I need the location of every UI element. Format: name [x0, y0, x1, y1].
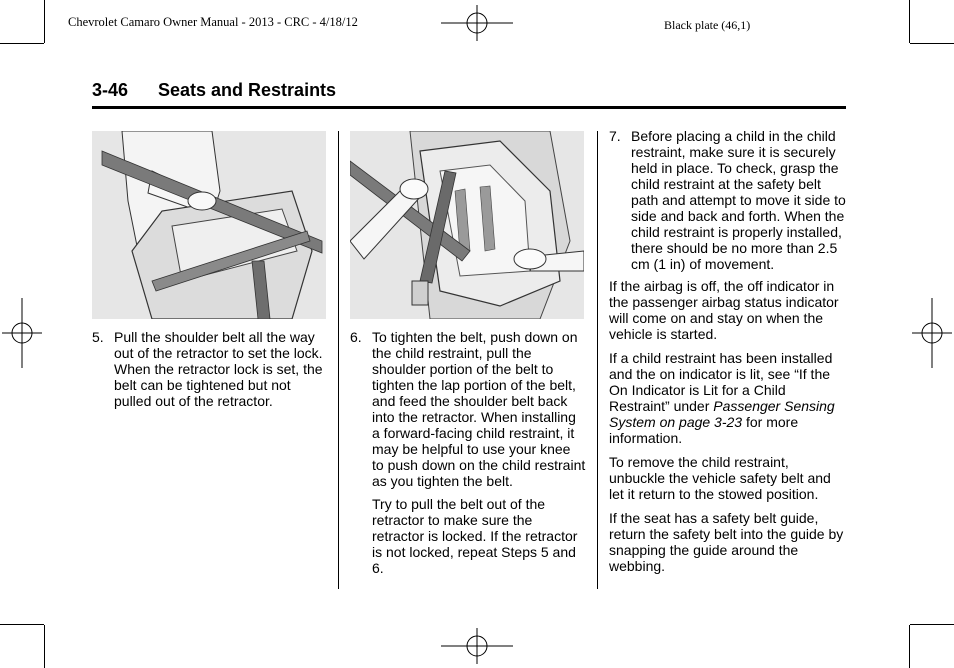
- crop-mark-bl-h: [0, 624, 44, 625]
- crop-mark-tr-h: [910, 43, 954, 44]
- figure-tighten-belt: [350, 131, 584, 319]
- paragraph-belt-guide: If the seat has a safety belt guide, return the safety belt into the guide by snapping the guide around the webbing.: [609, 510, 844, 574]
- crop-mark-tl-h: [0, 43, 44, 44]
- page-header: [92, 80, 846, 109]
- registration-mark-right-icon: [912, 298, 952, 368]
- child-seat-shoulder-belt-illustration-icon: [92, 131, 326, 319]
- crop-mark-bl-v: [44, 625, 45, 668]
- column-1: [92, 329, 328, 418]
- crop-mark-br-h: [910, 624, 954, 625]
- step-7: [609, 128, 847, 272]
- step-6-text: To tighten the belt, push down on the child restraint, pull the shoulder portion of the belt to tighten the lap portion of the belt, and feed the shoulder belt back into the retractor. When installing a forward-facing child restraint, it may be helpful to use your knee to push down on the child restraint as you tighten the belt.: [372, 329, 586, 489]
- paragraph-airbag-off: If the airbag is off, the off indicator in the passenger airbag status indicator will come on and stay on when the vehicle is started.: [609, 278, 839, 342]
- step-6: [350, 329, 586, 489]
- column-2: [350, 329, 586, 584]
- registration-mark-top-icon: [441, 5, 513, 41]
- step-7-number: 7.: [609, 128, 621, 144]
- registration-mark-bottom-icon: [441, 628, 513, 664]
- paragraph-airbag-on-before: If a child restraint has been installed and the on indicator is lit, see “If the On Indicator is Lit for a Child Restraint” under: [609, 350, 833, 414]
- paragraph-airbag-on-after: for more information.: [609, 414, 799, 446]
- running-header-right: Black plate (46,1): [664, 18, 751, 32]
- section-title: Seats and Restraints: [158, 80, 337, 100]
- cross-reference-link[interactable]: Passenger Sensing System on page 3-23: [609, 398, 835, 430]
- column-divider-2: [597, 131, 598, 589]
- paragraph-remove: To remove the child restraint, unbuckle the vehicle safety belt and let it return to the stowed position.: [609, 454, 831, 502]
- step-5-text: Pull the shoulder belt all the way out of the retractor to set the lock. When the retractor lock is set, the belt can be tightened but not pulled out of the retractor.: [114, 329, 323, 409]
- running-header-left: Chevrolet Camaro Owner Manual - 2013 - CRC - 4/18/12: [68, 15, 358, 29]
- crop-mark-br-v: [909, 625, 910, 668]
- child-seat-tighten-belt-illustration-icon: [350, 131, 584, 319]
- step-5: [92, 329, 328, 409]
- step-6-note: Try to pull the belt out of the retractor to make sure the retractor is locked. If the retractor is not locked, repeat Steps 5 and 6.: [372, 496, 578, 576]
- figure-shoulder-belt: [92, 131, 326, 319]
- step-7-text: Before placing a child in the child restraint, make sure it is securely held in place. To check, grasp the child restraint at the safety belt path and attempt to move it side to side and back and forth. When the child restraint is properly installed, there should be no more than 2.5 cm (1 in) of movement.: [631, 128, 846, 272]
- registration-mark-left-icon: [2, 298, 42, 368]
- page-number: 3-46: [92, 80, 129, 100]
- crop-mark-tr-v: [909, 0, 910, 43]
- step-5-number: 5.: [92, 329, 104, 345]
- paragraph-airbag-on: [609, 350, 847, 446]
- column-divider-1: [338, 131, 339, 589]
- column-3: [609, 128, 847, 582]
- step-6-number: 6.: [350, 329, 362, 345]
- crop-mark-tl-v: [44, 0, 45, 43]
